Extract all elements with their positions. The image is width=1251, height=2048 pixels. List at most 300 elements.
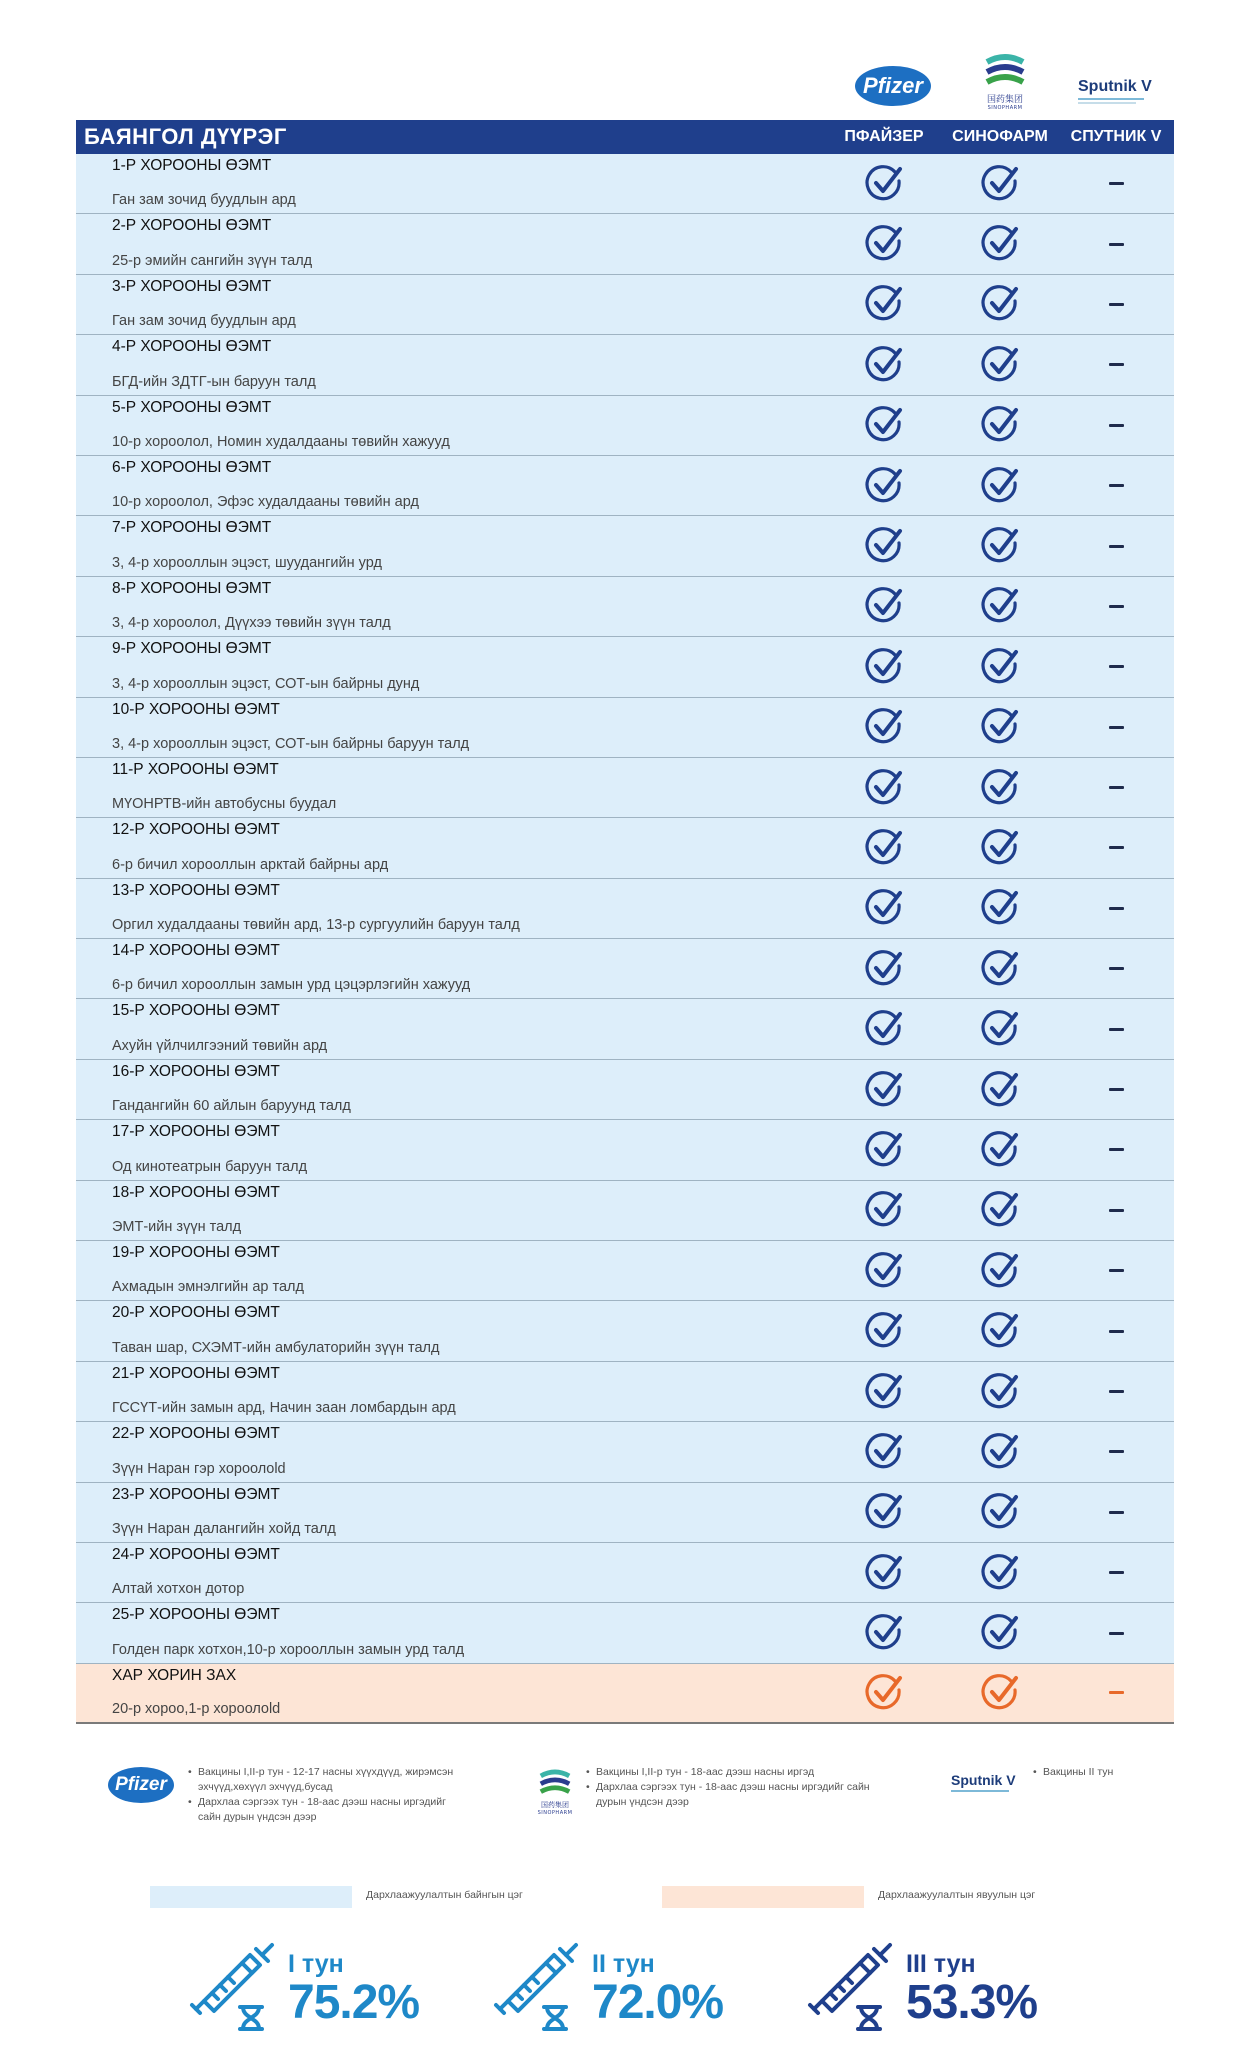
cell-pfizer xyxy=(826,1543,942,1602)
check-icon xyxy=(864,1673,904,1713)
dash-icon xyxy=(1109,545,1124,548)
check-icon xyxy=(864,1613,904,1653)
cell-sputnik xyxy=(1058,1060,1174,1119)
cell-sinopharm xyxy=(942,698,1058,757)
table-row xyxy=(76,1120,1174,1180)
table-row xyxy=(76,1362,1174,1422)
check-icon xyxy=(864,224,904,264)
check-icon xyxy=(864,949,904,989)
row-text xyxy=(76,999,826,1058)
col-sinopharm: СИНОФАРМ xyxy=(952,128,1048,145)
cell-sinopharm xyxy=(942,999,1058,1058)
dash-icon xyxy=(1109,1511,1124,1514)
cell-sputnik xyxy=(1058,335,1174,394)
location-address: 6-р бичил хорооллын арктай байрны ард xyxy=(112,856,389,873)
check-icon xyxy=(980,586,1020,626)
dose-label: I тун xyxy=(288,1950,344,1978)
check-icon xyxy=(980,1190,1020,1230)
location-address: 3, 4-р хороолол, Дүүхээ төвийн зүүн талд xyxy=(112,615,391,632)
cell-pfizer xyxy=(826,516,942,575)
check-icon xyxy=(864,526,904,566)
dash-icon xyxy=(1109,1390,1124,1393)
legend-sinopharm-item: • Дархлаа сэргээх тун - 18-аас дээш насны иргэдийг сайн дурын үндсэн дээр xyxy=(586,1780,876,1810)
fixed-point-label: Дархлаажуулалтын байнгын цэг xyxy=(366,1889,523,1901)
cell-pfizer xyxy=(826,1422,942,1481)
cell-pfizer xyxy=(826,1483,942,1542)
table-row xyxy=(76,1422,1174,1482)
legend-sinopharm-en: SINOPHARM xyxy=(537,1810,573,1816)
cell-sinopharm xyxy=(942,1060,1058,1119)
row-text xyxy=(76,275,826,334)
location-address: 3, 4-р хорооллын эцэст, СОТ-ын байрны дунд xyxy=(112,675,420,692)
cell-pfizer xyxy=(826,999,942,1058)
location-name: 19-Р ХОРООНЫ ӨЭМТ xyxy=(112,1244,280,1262)
table-row xyxy=(76,275,1174,335)
row-text xyxy=(76,214,826,273)
table-row xyxy=(76,154,1174,214)
location-address: 3, 4-р хорооллын эцэст, СОТ-ын байрны баруун талд xyxy=(112,735,470,752)
legend-sinopharm xyxy=(586,1765,876,1810)
cell-pfizer xyxy=(826,1060,942,1119)
cell-pfizer xyxy=(826,818,942,877)
location-address: Ган зам зочид буудлын ард xyxy=(112,192,296,209)
cell-sputnik xyxy=(1058,1483,1174,1542)
legend-sputnik-text: Sputnik V xyxy=(951,1772,1016,1788)
table-row xyxy=(76,1483,1174,1543)
legend-sinopharm-item: • Вакцины I,II-р тун - 18-аас дээш насны иргэд xyxy=(586,1765,876,1780)
cell-sinopharm xyxy=(942,1483,1058,1542)
dash-icon xyxy=(1109,605,1124,608)
dash-icon xyxy=(1109,1269,1124,1272)
cell-sputnik xyxy=(1058,698,1174,757)
dash-icon xyxy=(1109,665,1124,668)
dash-icon xyxy=(1109,424,1124,427)
cell-pfizer xyxy=(826,1603,942,1662)
mobile-point-swatch xyxy=(662,1886,864,1908)
dose-stat xyxy=(288,1950,419,2027)
location-address: 25-р эмийн сангийн зүүн талд xyxy=(112,252,313,269)
location-name: 23-Р ХОРООНЫ ӨЭМТ xyxy=(112,1485,280,1503)
check-icon xyxy=(864,1190,904,1230)
cell-sputnik xyxy=(1058,1181,1174,1240)
cell-sinopharm xyxy=(942,1664,1058,1722)
location-address: 10-р хороолол, Эфэс худалдааны төвийн ард xyxy=(112,494,419,511)
cell-sputnik xyxy=(1058,214,1174,273)
syringe-hourglass-icon xyxy=(800,1935,896,2036)
cell-pfizer xyxy=(826,214,942,273)
check-icon xyxy=(864,768,904,808)
location-name: 7-Р ХОРООНЫ ӨЭМТ xyxy=(112,519,272,537)
location-name: 15-Р ХОРООНЫ ӨЭМТ xyxy=(112,1002,280,1020)
cell-pfizer xyxy=(826,1664,942,1722)
location-address: Од кинотеатрын баруун талд xyxy=(112,1158,308,1175)
row-text xyxy=(76,1543,826,1602)
row-text xyxy=(76,698,826,757)
cell-sinopharm xyxy=(942,818,1058,877)
cell-sinopharm xyxy=(942,456,1058,515)
check-icon xyxy=(864,405,904,445)
check-icon xyxy=(864,707,904,747)
location-address: Ган зам зочид буудлын ард xyxy=(112,313,296,330)
table-row-mobile xyxy=(76,1664,1174,1724)
location-address: ЭМТ-ийн зүүн талд xyxy=(112,1219,242,1236)
table-row xyxy=(76,1543,1174,1603)
check-icon xyxy=(980,405,1020,445)
row-text xyxy=(76,456,826,515)
check-icon xyxy=(980,888,1020,928)
cell-sputnik xyxy=(1058,1301,1174,1360)
table-row xyxy=(76,637,1174,697)
cell-sinopharm xyxy=(942,1241,1058,1300)
location-address: МҮОНРТВ-ийн автобусны буудал xyxy=(112,796,337,813)
row-text xyxy=(76,1060,826,1119)
location-name: 1-Р ХОРООНЫ ӨЭМТ xyxy=(112,157,272,174)
location-address: Гандангийн 60 айлын баруунд талд xyxy=(112,1098,351,1115)
cell-sinopharm xyxy=(942,939,1058,998)
cell-pfizer xyxy=(826,577,942,636)
pfizer-logo: Pfizer xyxy=(855,66,931,106)
cell-sputnik xyxy=(1058,1603,1174,1662)
row-text xyxy=(76,637,826,696)
check-icon xyxy=(980,345,1020,385)
dash-icon xyxy=(1109,243,1124,246)
syringe-hourglass-icon xyxy=(486,1935,582,2036)
legend-pfizer-item: • Дархлаа сэргээх тун - 18-аас дээш насны иргэдийг сайн дурын үндсэн дээр xyxy=(188,1795,458,1825)
table-row xyxy=(76,1241,1174,1301)
cell-sputnik xyxy=(1058,577,1174,636)
check-icon xyxy=(980,1673,1020,1713)
cell-pfizer xyxy=(826,698,942,757)
sinopharm-logo xyxy=(970,52,1040,111)
table-row xyxy=(76,1060,1174,1120)
location-address: 6-р бичил хорооллын замын урд цэцэрлэгийн хажууд xyxy=(112,977,471,994)
location-address: Зүүн Наран далангийн хойд талд xyxy=(112,1520,336,1537)
cell-pfizer xyxy=(826,758,942,817)
cell-sinopharm xyxy=(942,1120,1058,1179)
cell-sinopharm xyxy=(942,1362,1058,1421)
check-icon xyxy=(980,1070,1020,1110)
cell-pfizer xyxy=(826,1120,942,1179)
location-name: 8-Р ХОРООНЫ ӨЭМТ xyxy=(112,579,272,597)
cell-sputnik xyxy=(1058,879,1174,938)
check-icon xyxy=(864,466,904,506)
cell-sputnik xyxy=(1058,154,1174,213)
check-icon xyxy=(980,768,1020,808)
table-header xyxy=(76,120,1174,154)
location-name: 5-Р ХОРООНЫ ӨЭМТ xyxy=(112,398,272,416)
check-icon xyxy=(980,1432,1020,1472)
dash-icon xyxy=(1109,726,1124,729)
check-icon xyxy=(864,284,904,324)
location-name: 25-Р ХОРООНЫ ӨЭМТ xyxy=(112,1606,280,1624)
legend-sinopharm-logo xyxy=(528,1768,582,1816)
cell-sinopharm xyxy=(942,758,1058,817)
check-icon xyxy=(864,1009,904,1049)
cell-sputnik xyxy=(1058,1241,1174,1300)
cell-sinopharm xyxy=(942,1422,1058,1481)
cell-pfizer xyxy=(826,637,942,696)
col-pfizer: ПФАЙЗЕР xyxy=(844,128,924,145)
table-row xyxy=(76,1181,1174,1241)
location-name: 6-Р ХОРООНЫ ӨЭМТ xyxy=(112,458,272,476)
cell-sinopharm xyxy=(942,1301,1058,1360)
row-text xyxy=(76,818,826,877)
fixed-point-swatch xyxy=(150,1886,352,1908)
table-row xyxy=(76,396,1174,456)
table-row xyxy=(76,335,1174,395)
check-icon xyxy=(980,1613,1020,1653)
sinopharm-mark-icon xyxy=(537,1768,573,1798)
row-text xyxy=(76,154,826,213)
legend-sputnik xyxy=(1033,1765,1183,1780)
check-icon xyxy=(864,1311,904,1351)
legend-pfizer-item: • Вакцины I,II-р тун - 12-17 насны хүүхдүүд, жирэмсэн эхчүүд,хөхүүл эхчүүд,бусад xyxy=(188,1765,458,1795)
location-address: Голден парк хотхон,10-р хорооллын замын урд талд xyxy=(112,1641,465,1658)
dash-icon xyxy=(1109,1691,1124,1694)
location-name: 13-Р ХОРООНЫ ӨЭМТ xyxy=(112,881,280,899)
table-row xyxy=(76,516,1174,576)
cell-sinopharm xyxy=(942,879,1058,938)
location-name: 4-Р ХОРООНЫ ӨЭМТ xyxy=(112,338,272,356)
dose-percent: 72.0% xyxy=(592,1976,724,2029)
check-icon xyxy=(864,1251,904,1291)
check-icon xyxy=(864,647,904,687)
check-icon xyxy=(864,828,904,868)
table-row xyxy=(76,698,1174,758)
cell-sputnik xyxy=(1058,1664,1174,1722)
sinopharm-mark-icon xyxy=(983,52,1027,90)
cell-sputnik xyxy=(1058,818,1174,877)
check-icon xyxy=(864,1492,904,1532)
cell-sinopharm xyxy=(942,1603,1058,1662)
cell-sinopharm xyxy=(942,637,1058,696)
table-row xyxy=(76,879,1174,939)
cell-sinopharm xyxy=(942,275,1058,334)
location-name: 14-Р ХОРООНЫ ӨЭМТ xyxy=(112,942,280,960)
dash-icon xyxy=(1109,967,1124,970)
sinopharm-en-text: SINOPHARM xyxy=(987,105,1023,111)
dash-icon xyxy=(1109,1632,1124,1635)
dash-icon xyxy=(1109,1209,1124,1212)
cell-sputnik xyxy=(1058,1120,1174,1179)
legend-sputnik-item: • Вакцины II тун xyxy=(1033,1765,1183,1780)
table-row xyxy=(76,758,1174,818)
cell-sputnik xyxy=(1058,637,1174,696)
table-row xyxy=(76,939,1174,999)
location-name: 21-Р ХОРООНЫ ӨЭМТ xyxy=(112,1364,280,1382)
location-address: 10-р хороолол, Номин худалдааны төвийн хажууд xyxy=(112,433,450,450)
location-name: 20-Р ХОРООНЫ ӨЭМТ xyxy=(112,1304,280,1322)
location-name: 9-Р ХОРООНЫ ӨЭМТ xyxy=(112,640,272,658)
dose-stat xyxy=(592,1950,723,2027)
table-row xyxy=(76,818,1174,878)
sputnik-logo-line xyxy=(1078,98,1144,100)
row-text xyxy=(76,879,826,938)
dash-icon xyxy=(1109,1028,1124,1031)
cell-pfizer xyxy=(826,335,942,394)
location-address: Таван шар, СХЭМТ-ийн амбулаторийн зүүн талд xyxy=(112,1339,440,1356)
table-body xyxy=(76,154,1174,1724)
cell-sputnik xyxy=(1058,1362,1174,1421)
dash-icon xyxy=(1109,907,1124,910)
legend-pfizer xyxy=(188,1765,458,1825)
check-icon xyxy=(864,1553,904,1593)
row-text xyxy=(76,1603,826,1662)
row-text xyxy=(76,1422,826,1481)
dash-icon xyxy=(1109,1571,1124,1574)
dose-percent: 75.2% xyxy=(288,1976,420,2029)
check-icon xyxy=(864,1070,904,1110)
check-icon xyxy=(980,1311,1020,1351)
check-icon xyxy=(980,1009,1020,1049)
check-icon xyxy=(980,1553,1020,1593)
row-text xyxy=(76,1362,826,1421)
cell-pfizer xyxy=(826,1362,942,1421)
sinopharm-cn-text: 国药集团 xyxy=(986,95,1023,105)
check-icon xyxy=(980,1372,1020,1412)
dash-icon xyxy=(1109,786,1124,789)
table-row xyxy=(76,1603,1174,1663)
col-sputnik: СПУТНИК V xyxy=(1070,128,1162,145)
location-address: Оргил худалдааны төвийн ард, 13-р сургуулийн баруун талд xyxy=(112,917,520,934)
cell-sputnik xyxy=(1058,275,1174,334)
dash-icon xyxy=(1109,303,1124,306)
row-text xyxy=(76,1301,826,1360)
location-address: Алтай хотхон дотор xyxy=(112,1581,245,1598)
dash-icon xyxy=(1109,484,1124,487)
dash-icon xyxy=(1109,363,1124,366)
cell-sputnik xyxy=(1058,999,1174,1058)
sputnik-logo-text: Sputnik V xyxy=(1078,78,1152,95)
check-icon xyxy=(980,707,1020,747)
location-address: Зүүн Наран гэр хороолold xyxy=(112,1460,286,1477)
cell-sputnik xyxy=(1058,1543,1174,1602)
dash-icon xyxy=(1109,1148,1124,1151)
cell-pfizer xyxy=(826,1241,942,1300)
location-name: 18-Р ХОРООНЫ ӨЭМТ xyxy=(112,1183,280,1201)
location-name: 2-Р ХОРООНЫ ӨЭМТ xyxy=(112,217,272,235)
row-text xyxy=(76,335,826,394)
location-address: 3, 4-р хорооллын эцэст, шуудангийн урд xyxy=(112,554,382,571)
location-name: 22-Р ХОРООНЫ ӨЭМТ xyxy=(112,1425,280,1443)
location-name: 24-Р ХОРООНЫ ӨЭМТ xyxy=(112,1545,280,1563)
cell-sputnik xyxy=(1058,758,1174,817)
cell-pfizer xyxy=(826,1301,942,1360)
legend-sinopharm-cn: 国药集团 xyxy=(541,1801,569,1809)
check-icon xyxy=(864,345,904,385)
location-name: 17-Р ХОРООНЫ ӨЭМТ xyxy=(112,1123,280,1141)
cell-pfizer xyxy=(826,456,942,515)
cell-sputnik xyxy=(1058,456,1174,515)
row-text xyxy=(76,1181,826,1240)
check-icon xyxy=(864,888,904,928)
cell-pfizer xyxy=(826,154,942,213)
dose-percent: 53.3% xyxy=(906,1976,1038,2029)
syringe-hourglass-icon xyxy=(182,1935,278,2036)
mobile-point-label: Дархлаажуулалтын явуулын цэг xyxy=(878,1889,1036,1901)
table-row xyxy=(76,1301,1174,1361)
check-icon xyxy=(864,1372,904,1412)
check-icon xyxy=(980,828,1020,868)
cell-pfizer xyxy=(826,939,942,998)
sputnik-logo xyxy=(1078,78,1152,104)
row-text xyxy=(76,758,826,817)
row-text xyxy=(76,939,826,998)
check-icon xyxy=(980,224,1020,264)
location-name: 12-Р ХОРООНЫ ӨЭМТ xyxy=(112,821,280,839)
row-text xyxy=(76,1664,826,1722)
check-icon xyxy=(980,1130,1020,1170)
cell-pfizer xyxy=(826,1181,942,1240)
check-icon xyxy=(980,466,1020,506)
location-address: БГД-ийн ЗДТГ-ын баруун талд xyxy=(112,373,316,390)
location-name: 10-Р ХОРООНЫ ӨЭМТ xyxy=(112,700,280,718)
location-name: 16-Р ХОРООНЫ ӨЭМТ xyxy=(112,1062,280,1080)
cell-sputnik xyxy=(1058,396,1174,455)
cell-sputnik xyxy=(1058,939,1174,998)
legend-pfizer-logo: Pfizer xyxy=(108,1767,174,1803)
dash-icon xyxy=(1109,182,1124,185)
cell-sinopharm xyxy=(942,1543,1058,1602)
dose-label: III тун xyxy=(906,1950,976,1978)
location-address: Ахмадын эмнэлгийн ар талд xyxy=(112,1279,304,1296)
check-icon xyxy=(980,1251,1020,1291)
dose-stat xyxy=(906,1950,1037,2027)
row-text xyxy=(76,516,826,575)
vaccination-points-table xyxy=(76,120,1174,1724)
table-row xyxy=(76,577,1174,637)
check-icon xyxy=(980,949,1020,989)
row-text xyxy=(76,1241,826,1300)
check-icon xyxy=(980,284,1020,324)
location-address: 20-р хороо,1-р хороолold xyxy=(112,1701,281,1718)
check-icon xyxy=(864,164,904,204)
district-title: БАЯНГОЛ ДҮҮРЭГ xyxy=(84,124,287,149)
location-address: Ахуйн үйлчилгээний төвийн ард xyxy=(112,1037,328,1054)
row-text xyxy=(76,396,826,455)
table-row xyxy=(76,999,1174,1059)
check-icon xyxy=(864,586,904,626)
cell-sinopharm xyxy=(942,214,1058,273)
check-icon xyxy=(980,164,1020,204)
cell-sputnik xyxy=(1058,516,1174,575)
sputnik-logo-line-2 xyxy=(1078,102,1136,104)
legend-sputnik-line xyxy=(951,1790,1009,1792)
cell-sinopharm xyxy=(942,516,1058,575)
dash-icon xyxy=(1109,1330,1124,1333)
cell-sinopharm xyxy=(942,577,1058,636)
check-icon xyxy=(980,526,1020,566)
check-icon xyxy=(864,1432,904,1472)
location-address: ГССҮТ-ийн замын ард, Начин заан ломбардын ард xyxy=(112,1400,456,1417)
cell-sinopharm xyxy=(942,335,1058,394)
check-icon xyxy=(980,1492,1020,1532)
cell-sputnik xyxy=(1058,1422,1174,1481)
dash-icon xyxy=(1109,846,1124,849)
cell-pfizer xyxy=(826,275,942,334)
table-row xyxy=(76,456,1174,516)
row-text xyxy=(76,577,826,636)
check-icon xyxy=(980,647,1020,687)
table-row xyxy=(76,214,1174,274)
dash-icon xyxy=(1109,1450,1124,1453)
row-text xyxy=(76,1120,826,1179)
cell-sinopharm xyxy=(942,154,1058,213)
dash-icon xyxy=(1109,1088,1124,1091)
location-name: 11-Р ХОРООНЫ ӨЭМТ xyxy=(112,760,279,778)
check-icon xyxy=(864,1130,904,1170)
cell-sinopharm xyxy=(942,1181,1058,1240)
